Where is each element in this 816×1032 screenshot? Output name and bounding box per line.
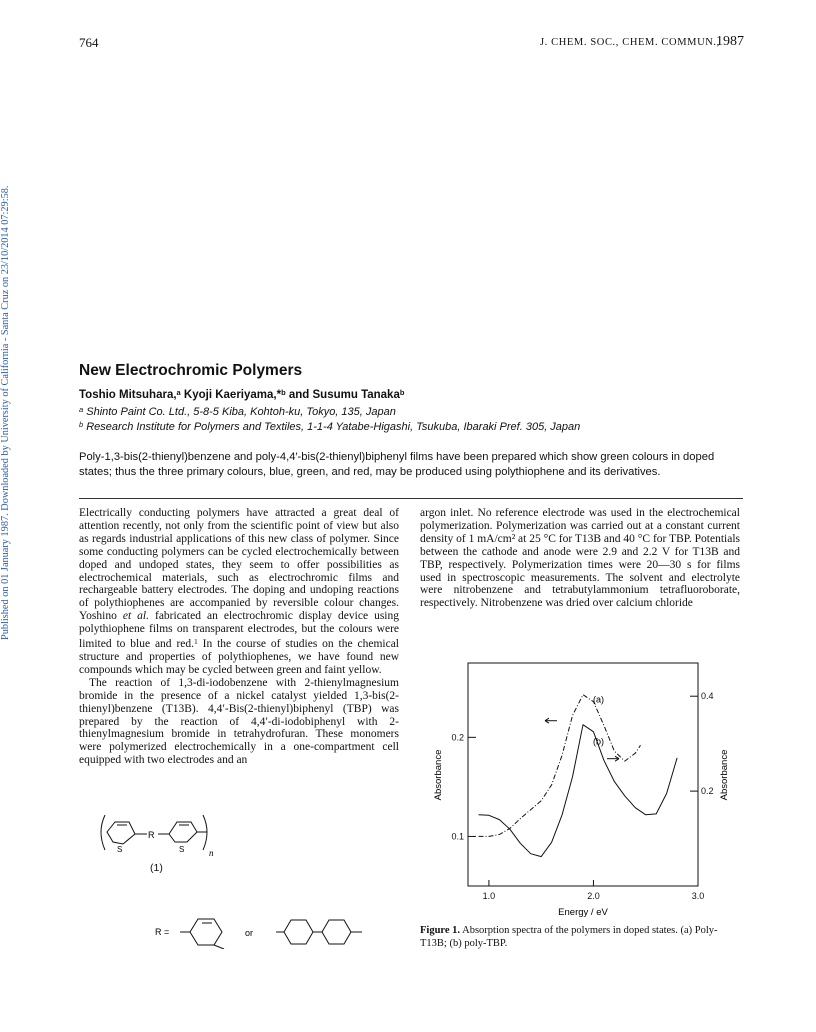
benzene-ring [322, 920, 351, 944]
margin-download-note [0, 160, 14, 640]
author-list [79, 388, 404, 401]
r-equals-label: R = [155, 927, 170, 937]
chart-tick-labels [451, 691, 713, 901]
plot-frame [468, 663, 698, 886]
series-label: (b) [593, 736, 604, 747]
or-label: or [245, 928, 254, 938]
series-label: (a) [593, 694, 604, 705]
body-text: In the course of studies on the chemical structure and properties of polythiophenes, we have found new compounds which may be cycled between green and faint yellow. [79, 638, 399, 676]
series-line-b [479, 725, 678, 857]
body-paragraph [79, 507, 399, 677]
y-axis-label-left: Absorbance [433, 749, 444, 801]
body-text: fabricated an electrochromic display device using polythiophene films on transparent electrodes, but the colours were limited to blue and red. [79, 610, 399, 651]
affiliation-a [79, 405, 396, 418]
divider-rule [79, 498, 743, 499]
affiliation-mark: b [79, 420, 84, 429]
chart-series-layer [479, 695, 678, 857]
author-name: Kyoji Kaeriyama,* [180, 389, 282, 401]
figure-caption-label: Figure 1. [420, 925, 461, 936]
body-column-left [79, 507, 399, 767]
benzene-ring [284, 920, 313, 944]
y-right-tick-label: 0.4 [701, 691, 714, 702]
body-paragraph: argon inlet. No reference electrode was used in the electrochemical polymerization. Polymerization was carried out at a constant current density of 1 mA/cm² at 25 °C for T13B and 40 °C for TBP. Potentials between the cathode and anode were 2.9 and 2.2 V for T13B and TBP, respectively. Polymerization times were 20—30 s for films used in spectroscopic measurements. The solvent and electrolyte were nitrobenzene and tetrabutylammonium tetrafluoroborate, respectively. Nitrobenzene was dried over calcium chloride [420, 507, 740, 610]
author-affiliation-mark: b [281, 388, 286, 397]
author-name: Toshio Mitsuhara, [79, 389, 177, 401]
x-tick-label: 2.0 [587, 891, 600, 901]
reference-mark: 1 [194, 637, 198, 647]
margin-download-note-text: Published on 01 January 1987. Downloaded by University of California - Santa Cruz on 23/10/2014 07:29:58. [0, 185, 11, 640]
body-text: Electrically conducting polymers have attracted a great deal of attention recently, not only from the scientific point of view but also as regards industrial applications of this new class of polymer. Since some conducting polymers can be cycled electrochemically between doped and undoped states, they seem to offer possibilities as electrochemical materials, such as electrochromic films and rechargeable battery electrodes. The doping and undoping reactions of polythiophenes are accompanied by reversible colour changes. Yoshino [79, 507, 399, 623]
body-text-italic: et al. [122, 610, 149, 623]
affiliation-text: Research Institute for Polymers and Textiles, 1-1-4 Yatabe-Higashi, Tsukuba, Ibaraki Pref. 305, Japan [86, 421, 581, 433]
body-paragraph: The reaction of 1,3-di-iodobenzene with 2-thienylmagnesium bromide in the presence of a nickel catalyst yielded 1,3-bis(2-thienyl)benzene (T13B). 4,4′-Bis(2-thienyl)biphenyl (TBP) was prepared by the reaction of 4,4′-di-iodobiphenyl with 2-thienylmagnesium bromide in tetrahydrofuran. These monomers were polymerized electrochemically in a one-compartment cell equipped with two electrodes and an [79, 676, 399, 767]
author-affiliation-mark: a [176, 388, 181, 397]
x-tick-label: 3.0 [691, 891, 705, 901]
chart-axes [468, 663, 698, 886]
figure-caption [420, 925, 740, 950]
figure-1-chart [405, 655, 735, 920]
y-right-tick-label: 0.2 [701, 786, 714, 797]
bond-line [214, 945, 224, 949]
figure-caption-text: Absorption spectra of the polymers in doped states. (a) Poly-T13B; (b) poly-TBP. [420, 925, 718, 949]
author-affiliation-mark: b [399, 388, 405, 397]
affiliation-b [79, 420, 580, 433]
x-tick-label: 1.0 [482, 891, 496, 901]
sulfur-label: S [117, 845, 123, 854]
author-name: and Susumu Tanaka [285, 389, 400, 401]
sulfur-label: S [179, 845, 185, 854]
y-axis-label-right: Absorbance [719, 749, 730, 801]
y-left-tick-label: 0.1 [451, 831, 464, 842]
y-left-tick-label: 0.2 [451, 732, 464, 743]
page-number: 764 [79, 35, 99, 50]
repeat-unit-label: n [209, 848, 214, 858]
journal-year: 1987 [716, 34, 744, 49]
polymer-structure-diagram [95, 810, 245, 860]
r-group-diagram [150, 915, 390, 949]
article-title: New Electrochromic Polymers [79, 362, 303, 379]
journal-reference: J. CHEM. SOC., CHEM. COMMUN., [540, 37, 720, 48]
abstract: Poly-1,3-bis(2-thienyl)benzene and poly-4,4′-bis(2-thienyl)biphenyl films have been prepared which show green colours in doped states; thus the three primary colours, blue, green, and red, may be produced using polythiophene and its derivatives. [79, 451, 715, 478]
body-column-right [420, 507, 740, 610]
r-substituent-label: R [148, 830, 155, 840]
series-line-a [479, 695, 641, 837]
open-bracket [101, 815, 105, 850]
affiliation-mark: a [79, 405, 84, 414]
x-axis-label: Energy / eV [558, 907, 608, 918]
affiliation-text: Shinto Paint Co. Ltd., 5-8-5 Kiba, Kohtoh-ku, Tokyo, 135, Japan [86, 406, 396, 418]
compound-number: (1) [150, 862, 163, 874]
